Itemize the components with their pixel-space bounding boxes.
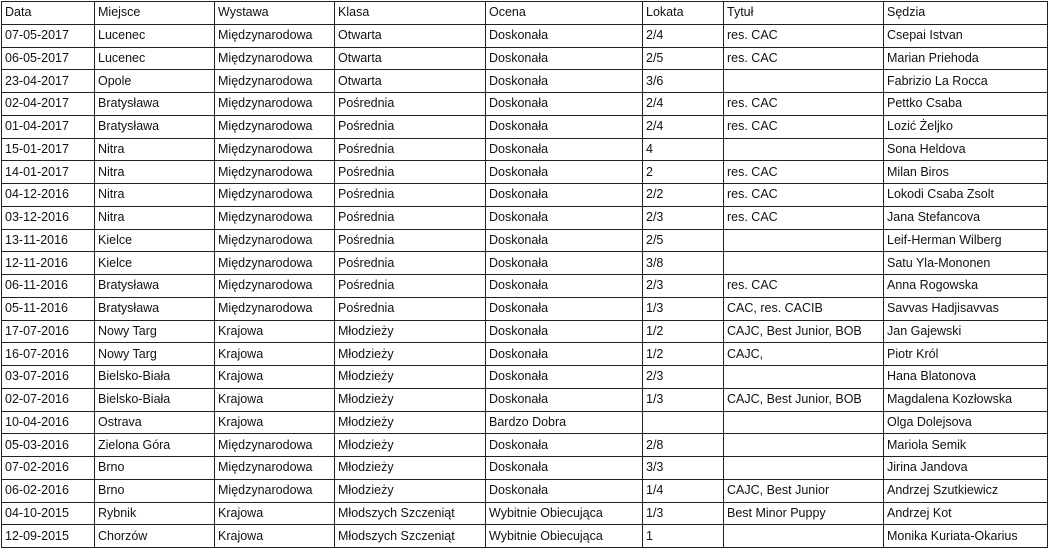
cell-place: Bratysława xyxy=(95,93,215,116)
table-row xyxy=(2,457,1048,480)
cell-place: Brno xyxy=(95,479,215,502)
cell-title xyxy=(724,525,884,548)
cell-show: Międzynarodowa xyxy=(215,206,335,229)
cell-title: CAJC, xyxy=(724,343,884,366)
table-row xyxy=(2,411,1048,434)
cell-class: Młodzieży xyxy=(335,366,486,389)
cell-place: Zielona Góra xyxy=(95,434,215,457)
cell-placement: 2/3 xyxy=(643,275,724,298)
cell-placement: 2/4 xyxy=(643,24,724,47)
cell-judge: Anna Rogowska xyxy=(884,275,1048,298)
cell-placement: 4 xyxy=(643,138,724,161)
cell-show: Międzynarodowa xyxy=(215,161,335,184)
cell-place: Nitra xyxy=(95,161,215,184)
cell-class: Pośrednia xyxy=(335,252,486,275)
cell-placement: 2/5 xyxy=(643,229,724,252)
table-body xyxy=(2,24,1048,547)
cell-title: res. CAC xyxy=(724,184,884,207)
cell-show: Międzynarodowa xyxy=(215,457,335,480)
cell-judge: Piotr Król xyxy=(884,343,1048,366)
results-table-container xyxy=(1,1,1048,548)
cell-title xyxy=(724,434,884,457)
cell-placement: 2 xyxy=(643,161,724,184)
cell-placement: 2/5 xyxy=(643,47,724,70)
cell-class: Pośrednia xyxy=(335,275,486,298)
cell-place: Bielsko-Biała xyxy=(95,388,215,411)
cell-place: Brno xyxy=(95,457,215,480)
cell-placement: 1 xyxy=(643,525,724,548)
show-results-table xyxy=(1,1,1048,548)
cell-title: CAJC, Best Junior, BOB xyxy=(724,388,884,411)
cell-judge: Savvas Hadjisavvas xyxy=(884,297,1048,320)
cell-grade: Doskonała xyxy=(486,24,643,47)
cell-placement: 2/4 xyxy=(643,115,724,138)
cell-placement xyxy=(643,411,724,434)
header-row xyxy=(2,2,1048,25)
header-place: Miejsce xyxy=(95,2,215,25)
cell-grade: Wybitnie Obiecująca xyxy=(486,525,643,548)
cell-grade: Doskonała xyxy=(486,47,643,70)
cell-place: Nowy Targ xyxy=(95,343,215,366)
cell-class: Młodszych Szczeniąt xyxy=(335,502,486,525)
cell-judge: Milan Biros xyxy=(884,161,1048,184)
cell-title: res. CAC xyxy=(724,115,884,138)
cell-grade: Doskonała xyxy=(486,70,643,93)
cell-title: Best Minor Puppy xyxy=(724,502,884,525)
cell-show: Krajowa xyxy=(215,411,335,434)
header-judge: Sędzia xyxy=(884,2,1048,25)
table-row xyxy=(2,434,1048,457)
cell-title xyxy=(724,229,884,252)
table-row xyxy=(2,229,1048,252)
cell-show: Międzynarodowa xyxy=(215,479,335,502)
cell-date: 07-05-2017 xyxy=(2,24,95,47)
cell-show: Międzynarodowa xyxy=(215,47,335,70)
cell-date: 06-11-2016 xyxy=(2,275,95,298)
cell-date: 12-11-2016 xyxy=(2,252,95,275)
cell-grade: Doskonała xyxy=(486,115,643,138)
cell-show: Międzynarodowa xyxy=(215,275,335,298)
table-row xyxy=(2,70,1048,93)
header-grade: Ocena xyxy=(486,2,643,25)
cell-place: Kielce xyxy=(95,229,215,252)
cell-judge: Jirina Jandova xyxy=(884,457,1048,480)
cell-place: Kielce xyxy=(95,252,215,275)
cell-title xyxy=(724,138,884,161)
cell-show: Międzynarodowa xyxy=(215,24,335,47)
cell-grade: Wybitnie Obiecująca xyxy=(486,502,643,525)
cell-placement: 1/2 xyxy=(643,320,724,343)
cell-class: Pośrednia xyxy=(335,138,486,161)
cell-grade: Doskonała xyxy=(486,457,643,480)
cell-grade: Doskonała xyxy=(486,479,643,502)
cell-class: Pośrednia xyxy=(335,93,486,116)
cell-show: Międzynarodowa xyxy=(215,115,335,138)
cell-judge: Andrzej Kot xyxy=(884,502,1048,525)
cell-placement: 1/3 xyxy=(643,297,724,320)
cell-title: CAC, res. CACIB xyxy=(724,297,884,320)
cell-date: 04-10-2015 xyxy=(2,502,95,525)
cell-class: Pośrednia xyxy=(335,297,486,320)
header-placement: Lokata xyxy=(643,2,724,25)
cell-judge: Lozić Żeljko xyxy=(884,115,1048,138)
cell-class: Pośrednia xyxy=(335,184,486,207)
cell-grade: Doskonała xyxy=(486,138,643,161)
cell-placement: 1/3 xyxy=(643,388,724,411)
cell-show: Krajowa xyxy=(215,320,335,343)
cell-title xyxy=(724,457,884,480)
cell-date: 05-11-2016 xyxy=(2,297,95,320)
cell-judge: Sona Heldova xyxy=(884,138,1048,161)
cell-place: Rybnik xyxy=(95,502,215,525)
cell-date: 06-02-2016 xyxy=(2,479,95,502)
table-row xyxy=(2,343,1048,366)
cell-show: Międzynarodowa xyxy=(215,184,335,207)
cell-placement: 1/4 xyxy=(643,479,724,502)
cell-placement: 2/3 xyxy=(643,366,724,389)
cell-place: Ostrava xyxy=(95,411,215,434)
table-row xyxy=(2,138,1048,161)
cell-judge: Monika Kuriata-Okarius xyxy=(884,525,1048,548)
cell-show: Krajowa xyxy=(215,343,335,366)
cell-judge: Satu Yla-Mononen xyxy=(884,252,1048,275)
cell-date: 03-12-2016 xyxy=(2,206,95,229)
cell-date: 14-01-2017 xyxy=(2,161,95,184)
cell-title: res. CAC xyxy=(724,24,884,47)
cell-class: Pośrednia xyxy=(335,115,486,138)
cell-date: 10-04-2016 xyxy=(2,411,95,434)
cell-class: Pośrednia xyxy=(335,229,486,252)
cell-class: Młodzieży xyxy=(335,343,486,366)
cell-date: 05-03-2016 xyxy=(2,434,95,457)
cell-class: Młodzieży xyxy=(335,411,486,434)
cell-grade: Doskonała xyxy=(486,343,643,366)
cell-placement: 3/8 xyxy=(643,252,724,275)
cell-placement: 2/2 xyxy=(643,184,724,207)
cell-show: Międzynarodowa xyxy=(215,252,335,275)
cell-class: Otwarta xyxy=(335,70,486,93)
cell-placement: 1/3 xyxy=(643,502,724,525)
cell-title: CAJC, Best Junior, BOB xyxy=(724,320,884,343)
cell-date: 04-12-2016 xyxy=(2,184,95,207)
cell-grade: Bardzo Dobra xyxy=(486,411,643,434)
cell-grade: Doskonała xyxy=(486,161,643,184)
cell-place: Bratysława xyxy=(95,115,215,138)
header-date: Data xyxy=(2,2,95,25)
cell-place: Nitra xyxy=(95,138,215,161)
table-row xyxy=(2,388,1048,411)
cell-grade: Doskonała xyxy=(486,184,643,207)
table-row xyxy=(2,184,1048,207)
cell-show: Krajowa xyxy=(215,502,335,525)
cell-title xyxy=(724,70,884,93)
cell-show: Międzynarodowa xyxy=(215,70,335,93)
cell-placement: 2/4 xyxy=(643,93,724,116)
cell-place: Bratysława xyxy=(95,275,215,298)
cell-judge: Andrzej Szutkiewicz xyxy=(884,479,1048,502)
cell-judge: Lokodi Csaba Zsolt xyxy=(884,184,1048,207)
cell-grade: Doskonała xyxy=(486,366,643,389)
cell-class: Otwarta xyxy=(335,47,486,70)
cell-judge: Csepai Istvan xyxy=(884,24,1048,47)
cell-judge: Mariola Semik xyxy=(884,434,1048,457)
cell-date: 03-07-2016 xyxy=(2,366,95,389)
cell-date: 15-01-2017 xyxy=(2,138,95,161)
cell-title: res. CAC xyxy=(724,93,884,116)
cell-title: res. CAC xyxy=(724,47,884,70)
cell-judge: Pettko Csaba xyxy=(884,93,1048,116)
cell-grade: Doskonała xyxy=(486,252,643,275)
table-row xyxy=(2,479,1048,502)
cell-class: Pośrednia xyxy=(335,206,486,229)
cell-judge: Leif-Herman Wilberg xyxy=(884,229,1048,252)
cell-place: Lucenec xyxy=(95,24,215,47)
cell-title xyxy=(724,366,884,389)
cell-judge: Marian Priehoda xyxy=(884,47,1048,70)
table-row xyxy=(2,366,1048,389)
cell-place: Opole xyxy=(95,70,215,93)
cell-title xyxy=(724,411,884,434)
table-header xyxy=(2,2,1048,25)
cell-grade: Doskonała xyxy=(486,229,643,252)
cell-date: 12-09-2015 xyxy=(2,525,95,548)
cell-grade: Doskonała xyxy=(486,93,643,116)
table-row xyxy=(2,161,1048,184)
cell-show: Krajowa xyxy=(215,388,335,411)
cell-title: res. CAC xyxy=(724,161,884,184)
cell-place: Nitra xyxy=(95,184,215,207)
cell-placement: 1/2 xyxy=(643,343,724,366)
table-row xyxy=(2,297,1048,320)
table-row xyxy=(2,206,1048,229)
cell-placement: 2/8 xyxy=(643,434,724,457)
cell-class: Młodzieży xyxy=(335,320,486,343)
cell-show: Krajowa xyxy=(215,366,335,389)
cell-date: 06-05-2017 xyxy=(2,47,95,70)
table-row xyxy=(2,24,1048,47)
cell-date: 23-04-2017 xyxy=(2,70,95,93)
cell-placement: 2/3 xyxy=(643,206,724,229)
cell-class: Młodzieży xyxy=(335,388,486,411)
cell-date: 13-11-2016 xyxy=(2,229,95,252)
cell-class: Młodzieży xyxy=(335,479,486,502)
cell-judge: Hana Blatonova xyxy=(884,366,1048,389)
header-title: Tytuł xyxy=(724,2,884,25)
cell-place: Bratysława xyxy=(95,297,215,320)
cell-place: Chorzów xyxy=(95,525,215,548)
cell-judge: Olga Dolejsova xyxy=(884,411,1048,434)
cell-place: Nitra xyxy=(95,206,215,229)
cell-class: Młodzieży xyxy=(335,457,486,480)
cell-placement: 3/6 xyxy=(643,70,724,93)
cell-show: Międzynarodowa xyxy=(215,138,335,161)
cell-show: Międzynarodowa xyxy=(215,297,335,320)
cell-title: res. CAC xyxy=(724,275,884,298)
cell-class: Otwarta xyxy=(335,24,486,47)
cell-date: 07-02-2016 xyxy=(2,457,95,480)
cell-title: CAJC, Best Junior xyxy=(724,479,884,502)
cell-title: res. CAC xyxy=(724,206,884,229)
cell-grade: Doskonała xyxy=(486,297,643,320)
cell-grade: Doskonała xyxy=(486,206,643,229)
table-row xyxy=(2,47,1048,70)
table-row xyxy=(2,93,1048,116)
cell-date: 01-04-2017 xyxy=(2,115,95,138)
cell-place: Lucenec xyxy=(95,47,215,70)
cell-show: Międzynarodowa xyxy=(215,229,335,252)
table-row xyxy=(2,252,1048,275)
cell-grade: Doskonała xyxy=(486,434,643,457)
table-row xyxy=(2,525,1048,548)
cell-grade: Doskonała xyxy=(486,275,643,298)
cell-judge: Magdalena Kozłowska xyxy=(884,388,1048,411)
cell-place: Nowy Targ xyxy=(95,320,215,343)
cell-date: 16-07-2016 xyxy=(2,343,95,366)
cell-show: Krajowa xyxy=(215,525,335,548)
cell-date: 02-07-2016 xyxy=(2,388,95,411)
cell-grade: Doskonała xyxy=(486,388,643,411)
cell-class: Młodszych Szczeniąt xyxy=(335,525,486,548)
cell-judge: Jan Gajewski xyxy=(884,320,1048,343)
header-show: Wystawa xyxy=(215,2,335,25)
cell-judge: Jana Stefancova xyxy=(884,206,1048,229)
header-class: Klasa xyxy=(335,2,486,25)
cell-judge: Fabrizio La Rocca xyxy=(884,70,1048,93)
cell-class: Młodzieży xyxy=(335,434,486,457)
cell-class: Pośrednia xyxy=(335,161,486,184)
cell-placement: 3/3 xyxy=(643,457,724,480)
cell-date: 02-04-2017 xyxy=(2,93,95,116)
table-row xyxy=(2,115,1048,138)
cell-place: Bielsko-Biała xyxy=(95,366,215,389)
table-row xyxy=(2,320,1048,343)
cell-show: Międzynarodowa xyxy=(215,93,335,116)
cell-show: Międzynarodowa xyxy=(215,434,335,457)
table-row xyxy=(2,502,1048,525)
cell-title xyxy=(724,252,884,275)
table-row xyxy=(2,275,1048,298)
cell-grade: Doskonała xyxy=(486,320,643,343)
cell-date: 17-07-2016 xyxy=(2,320,95,343)
